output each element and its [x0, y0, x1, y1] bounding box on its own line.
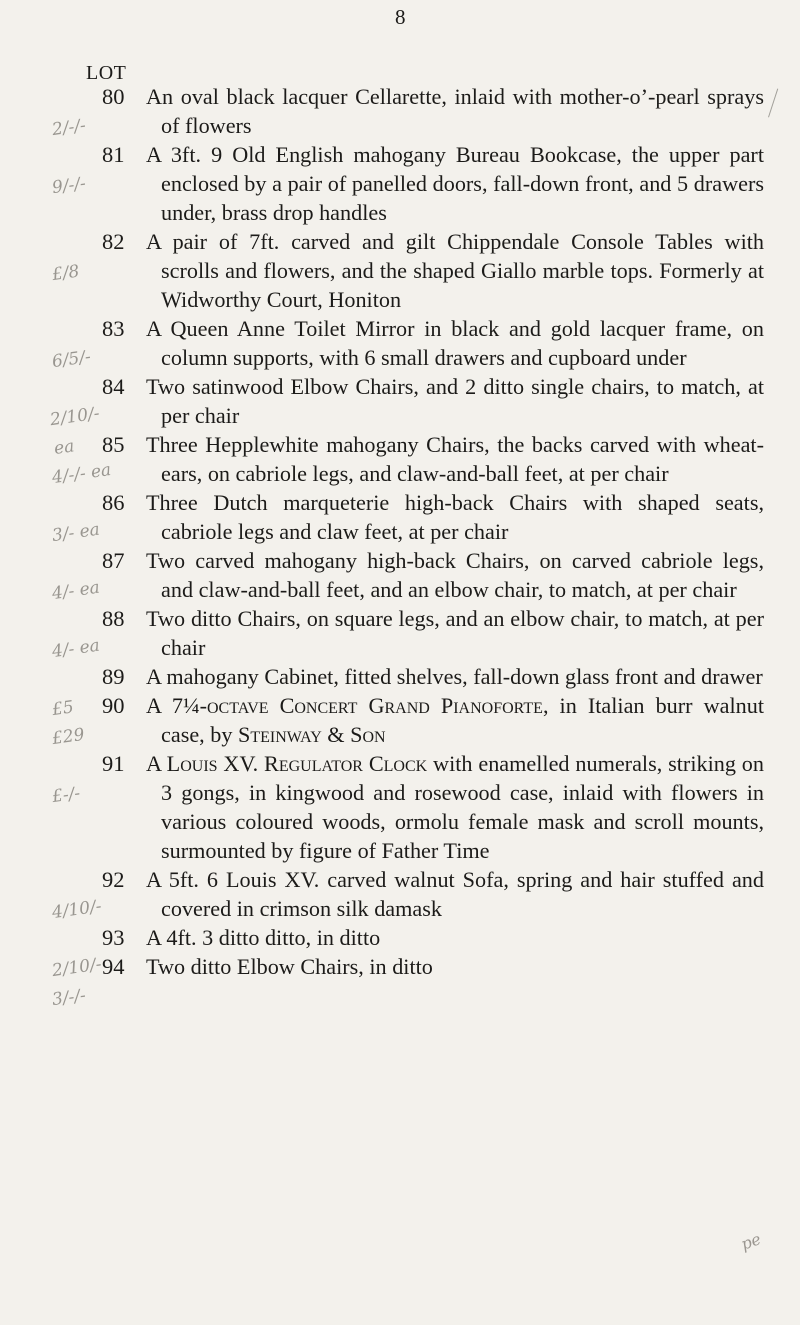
lot-entry [0, 546, 800, 604]
lot-number: 87 [102, 548, 125, 573]
lot-number: 82 [102, 229, 125, 254]
lot-description: Three Dutch marqueterie high-back Chairs with shaped seats, cabriole legs and claw feet, at per chair [146, 490, 764, 544]
handwritten-price: 4/- ea [50, 577, 102, 605]
lot-description: A 4ft. 3 ditto ditto, in ditto [146, 925, 381, 950]
handwritten-price: £/8 [50, 261, 81, 286]
lot-number: 93 [102, 925, 125, 950]
lot-number: 80 [102, 84, 125, 109]
handwritten-price: 2/10/- [50, 954, 103, 982]
handwritten-price: 4/-/- ea [50, 460, 113, 489]
lot-description: A Louis XV. Regulator Clock with enamelled numerals, striking on 3 gongs, in kingwood and rosewood case, inlaid with flowers in various coloured woods, ormolu female mask and scroll mounts, surmounted by figure of Father Time [146, 751, 764, 863]
lot-entry [0, 604, 800, 662]
handwritten-price: 2/-/- [50, 115, 88, 141]
lot-number: 92 [102, 867, 125, 892]
lot-number: 88 [102, 606, 125, 631]
lot-number: 91 [102, 751, 125, 776]
lot-entry [0, 865, 800, 923]
lot-entry [0, 227, 800, 314]
handwritten-price: £29 [50, 724, 86, 750]
lot-description: A pair of 7ft. carved and gilt Chippendale Console Tables with scrolls and flowers, and the shaped Giallo marble tops. Formerly at Widworthy Court, Honiton [146, 229, 764, 312]
lot-number: 94 [102, 954, 125, 979]
lot-description: Two satinwood Elbow Chairs, and 2 ditto single chairs, to match, at per chair [146, 374, 764, 428]
lot-entry [0, 140, 800, 227]
lot-number: 90 [102, 693, 125, 718]
handwritten-price: 3/- ea [50, 519, 102, 547]
lot-description: Two ditto Elbow Chairs, in ditto [146, 954, 433, 979]
lot-description: A 7¼-octave Concert Grand Pianoforte, in Italian burr walnut case, by Steinway & Son [146, 693, 764, 747]
lot-description: A mahogany Cabinet, fitted shelves, fall-down glass front and drawer [146, 664, 763, 689]
lot-number: 81 [102, 142, 125, 167]
lot-description: A 3ft. 9 Old English mahogany Bureau Bookcase, the upper part enclosed by a pair of panelled doors, fall-down front, and 5 drawers under, brass drop handles [146, 142, 764, 225]
handwritten-price: 9/-/- [50, 173, 88, 199]
lot-number: 86 [102, 490, 125, 515]
lot-number: 83 [102, 316, 125, 341]
lot-entry [0, 691, 800, 749]
handwritten-price: 4/- ea [50, 635, 102, 663]
lot-column-heading: LOT [86, 62, 127, 84]
lot-entry [0, 82, 800, 140]
margin-pencil-note: pe [738, 1229, 764, 1254]
lot-description: A 5ft. 6 Louis XV. carved walnut Sofa, spring and hair stuffed and covered in crimson silk damask [146, 867, 764, 921]
lot-list [0, 82, 800, 1011]
handwritten-price: 3/-/- [50, 985, 88, 1011]
lot-description: An oval black lacquer Cellarette, inlaid with mother-o’-pearl sprays of flowers [146, 84, 764, 138]
page-number: 8 [395, 5, 406, 29]
handwritten-price: £5 [50, 697, 76, 721]
handwritten-price: 4/10/- [50, 896, 103, 924]
lot-description: Two ditto Chairs, on square legs, and an elbow chair, to match, at per chair [146, 606, 764, 660]
lot-number: 89 [102, 664, 125, 689]
lot-entry [0, 488, 800, 546]
lot-number: 85 [102, 432, 125, 457]
handwritten-price: 6/5/- [50, 346, 93, 373]
lot-entry [0, 749, 800, 865]
handwritten-price: 2/10/- ea [48, 403, 101, 459]
lot-description: Two carved mahogany high-back Chairs, on carved cabriole legs, and claw-and-ball feet, and an elbow chair, to match, at per chair [146, 548, 764, 602]
lot-description: A Queen Anne Toilet Mirror in black and gold lacquer frame, on column supports, with 6 small drawers and cupboard under [146, 316, 764, 370]
lot-entry [0, 314, 800, 372]
lot-entry [0, 952, 800, 1011]
handwritten-price: £-/- [50, 783, 82, 808]
lot-description: Three Hepplewhite mahogany Chairs, the backs carved with wheat-ears, on cabriole legs, and claw-and-ball feet, at per chair [146, 432, 764, 486]
lot-number: 84 [102, 374, 125, 399]
lot-entry [0, 430, 800, 488]
